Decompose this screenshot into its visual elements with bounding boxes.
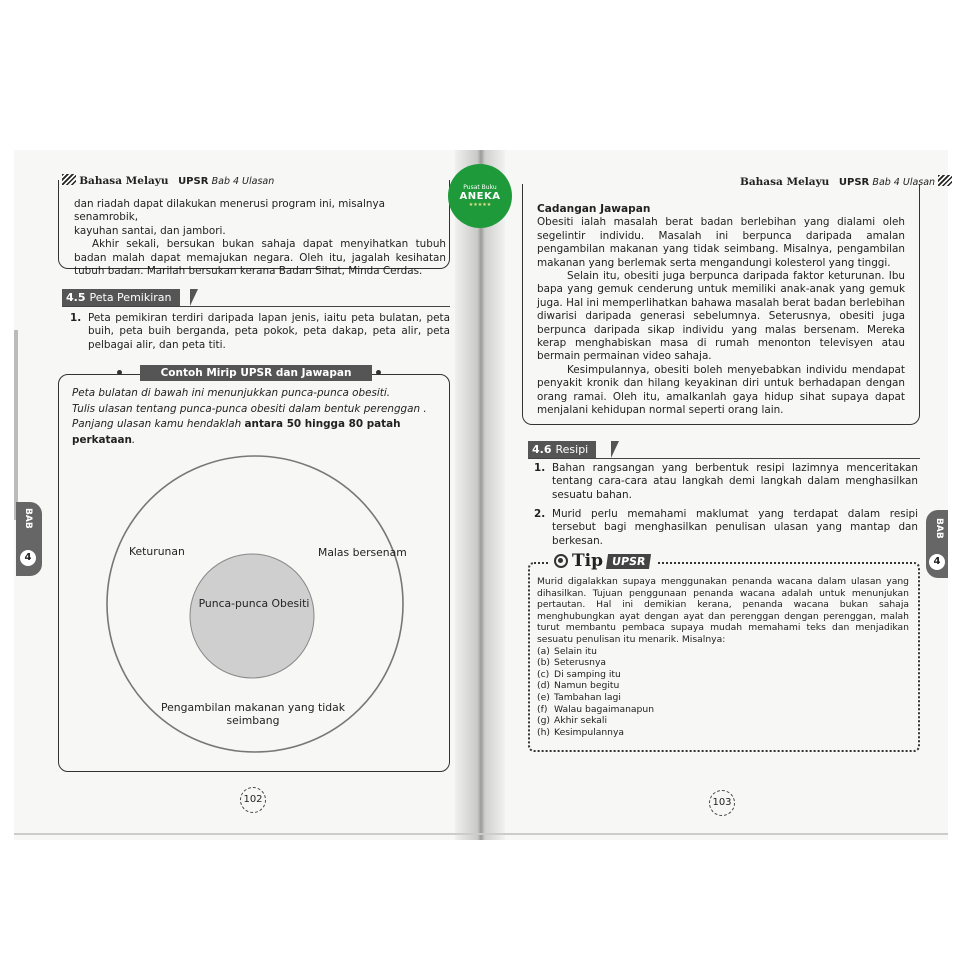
tip-item-letter: (c): [537, 668, 550, 680]
tip-item-text: Akhir sekali: [554, 715, 608, 727]
example-question: [72, 386, 444, 448]
section-heading-4-6: [528, 441, 596, 458]
tip-item-letter: (b): [537, 657, 551, 669]
tip-list-item: [537, 727, 909, 739]
circle-item-keturunan: [129, 545, 185, 558]
tip-upsr-tag: UPSR: [606, 554, 651, 569]
answer-paragraph-3: Kesimpulannya, obesiti boleh menyebabkan individu mendapat penyakit kronik dan hilang keyakinan diri untuk berhadapan dengan orang ramai. Oleh itu, amalkanlah gaya hidup sihat supaya dapat menjalani kehidupan normal seperti orang lain.: [537, 363, 905, 417]
store-badge: [448, 164, 512, 228]
word-limit: antara 50 hingga 80 patah perkataan: [72, 418, 401, 446]
resipi-point-2: [534, 508, 918, 548]
peta-pemikiran-point-1: [70, 312, 450, 352]
question-line-3-post: .: [131, 433, 136, 446]
tip-item-text: Selain itu: [554, 645, 597, 657]
tip-label: Tip: [572, 551, 603, 571]
tip-item-letter: (e): [537, 691, 550, 703]
header-book: Bahasa Melayu: [740, 176, 830, 188]
tip-list-item: [537, 646, 909, 658]
circle-item-pengambilan-makanan: [158, 701, 348, 727]
banner-dot-left: [117, 370, 122, 375]
right-chapter-tab: [926, 510, 948, 578]
question-line-3: [72, 417, 444, 448]
tab-number: 4: [929, 554, 945, 570]
point-number: 1.: [534, 462, 546, 474]
center-text: Punca-punca Obesiti: [198, 597, 310, 610]
section-underline: [528, 458, 920, 459]
publisher-logo-icon: [938, 175, 952, 186]
tip-list: [537, 646, 909, 739]
item-text: Keturunan: [129, 545, 185, 558]
section-number: 4.6: [532, 443, 552, 456]
section-underline: [62, 306, 450, 307]
point-number: 1.: [70, 312, 82, 324]
header-chapter: Bab 4 Ulasan: [872, 177, 936, 188]
essay-paragraph-2: Akhir sekali, bersukan bukan sahaja dapat menyihatkan tubuh badan malah dapat memajukan negara. Oleh itu, jagalah kesihatan tubuh badan. Marilah bersukan kerana Badan Sihat, Minda Cerdas.: [74, 238, 446, 278]
point-text: Peta pemikiran terdiri daripada lapan jenis, iaitu peta bulatan, peta buih, peta buih berganda, peta pokok, peta dakap, peta alir, peta pelbagai alir, dan peta titi.: [88, 312, 450, 351]
tip-item-text: Namun begitu: [554, 680, 620, 692]
tab-label: BAB: [934, 518, 944, 539]
question-line-2: Tulis ulasan tentang punca-punca obesiti dalam bentuk perenggan .: [72, 402, 427, 415]
tip-item-text: Di samping itu: [554, 668, 621, 680]
tip-list-item: [537, 692, 909, 704]
tip-item-text: Tambahan lagi: [554, 691, 621, 703]
point-text: Bahan rangsangan yang berbentuk resipi lazimnya menceritakan tentang cara-cara atau langkah demi langkah dalam menghasilkan sesuatu bahan.: [552, 462, 918, 501]
bottom-edge-line: [14, 833, 948, 835]
tip-list-item: [537, 715, 909, 727]
circle-map-center-label: [194, 597, 314, 610]
book-gutter: [455, 150, 505, 840]
item-text: Pengambilan makanan yang tidak seimbang: [161, 701, 345, 727]
tip-item-letter: (g): [537, 715, 551, 727]
section-title: Resipi: [555, 443, 589, 456]
tip-list-item: [537, 669, 909, 681]
tip-list-item: [537, 704, 909, 716]
section-number: 4.5: [66, 291, 86, 304]
target-icon: [554, 554, 568, 568]
tip-item-letter: (d): [537, 680, 551, 692]
example-banner-text: Contoh Mirip UPSR dan Jawapan: [160, 367, 352, 379]
left-chapter-tab: [16, 502, 42, 576]
section-title: Peta Pemikiran: [89, 291, 172, 304]
header-exam: UPSR: [838, 177, 870, 188]
example-banner: [140, 365, 372, 381]
tip-item-text: Seterusnya: [554, 657, 607, 669]
tip-item-letter: (h): [537, 726, 550, 738]
page-number-text: 102: [243, 794, 263, 805]
badge-stars: ★★★★★: [468, 202, 492, 208]
header-exam: UPSR: [178, 176, 209, 187]
question-line-3-pre: Panjang ulasan kamu hendaklah: [72, 418, 245, 430]
continued-essay-text: [74, 198, 446, 278]
tip-text: Murid digalakkan supaya menggunakan penanda wacana dalam ulasan yang dihasilkan. Tujuan penggunaan penanda wacana adalah untuk menunjukan pertautan. Hal ini demikian kerana, penanda wacana bukan sahaja menghubungkan ayat dengan ayat dan perenggan dengan perenggan, malah turut membantu pembaca supaya mudah memahami teks dan menjadikan sesuatu penulisan itu menarik. Misalnya:: [537, 576, 909, 645]
tip-item-text: Walau bagaimanapun: [554, 703, 655, 715]
point-number: 2.: [534, 508, 546, 520]
question-line-1: Peta bulatan di bawah ini menunjukkan punca-punca obesiti.: [72, 387, 391, 399]
section-corner: [611, 441, 619, 458]
right-page-number: [709, 790, 735, 816]
header-book: Bahasa Melayu: [79, 175, 169, 187]
section-heading-4-5: [62, 289, 180, 306]
tab-number: 4: [20, 550, 36, 566]
item-text: Malas bersenam: [318, 546, 407, 559]
left-page-number: [240, 787, 266, 813]
section-corner: [190, 289, 198, 306]
page-number-text: 103: [712, 797, 732, 808]
answer-content: [537, 203, 905, 418]
banner-dot-right: [376, 370, 381, 375]
tip-list-item: [537, 657, 909, 669]
answer-title: Cadangan Jawapan: [537, 203, 651, 215]
badge-line-2: ANEKA: [459, 191, 501, 202]
tip-item-text: Kesimpulannya: [554, 726, 625, 738]
left-edge-shade: [14, 330, 18, 520]
header-chapter: Bab 4 Ulasan: [211, 176, 275, 187]
tab-label: BAB: [23, 508, 33, 529]
essay-line-2: kayuhan santai, dan jambori.: [74, 224, 226, 237]
resipi-point-1: [534, 462, 918, 502]
answer-paragraph-2: Selain itu, obesiti juga berpunca daripada faktor keturunan. Ibu bapa yang gemuk cenderung untuk memiliki anak-anak yang gemuk juga. Hal ini memperlihatkan bahawa masalah berat badan berlebihan diwarisi daripada generasi sebelumnya. Seterusnya, obesiti juga berpunca daripada sikap individu yang malas bersenam. Mereka kerap menghabiskan masa di rumah menonton televisyen atau bermain permainan video sahaja.: [537, 270, 905, 363]
essay-line-1: dan riadah dapat dilakukan menerusi program ini, misalnya senamrobik,: [74, 198, 385, 224]
badge-line-1: Pusat Buku: [463, 184, 497, 191]
inner-circle: [190, 554, 314, 678]
point-text: Murid perlu memahami maklumat yang terdapat dalam resipi tersebut bagi menghasilkan penulisan ulasan yang mantap dan berkesan.: [552, 508, 918, 547]
tip-list-item: [537, 680, 909, 692]
answer-paragraph-1: Obesiti ialah masalah berat badan berlebihan yang dialami oleh segelintir individu. Masalah ini berpunca daripada amalan pengambilan makanan yang tidak seimbang. Misalnya, pengambilan makanan yang berlemak serta mengandungi kolesterol yang tinggi.: [537, 216, 905, 269]
tip-item-letter: (f): [537, 703, 548, 715]
tip-content: [537, 576, 909, 738]
circle-item-malas-bersenam: [318, 546, 407, 559]
tip-item-letter: (a): [537, 645, 550, 657]
tip-heading: [548, 550, 656, 572]
